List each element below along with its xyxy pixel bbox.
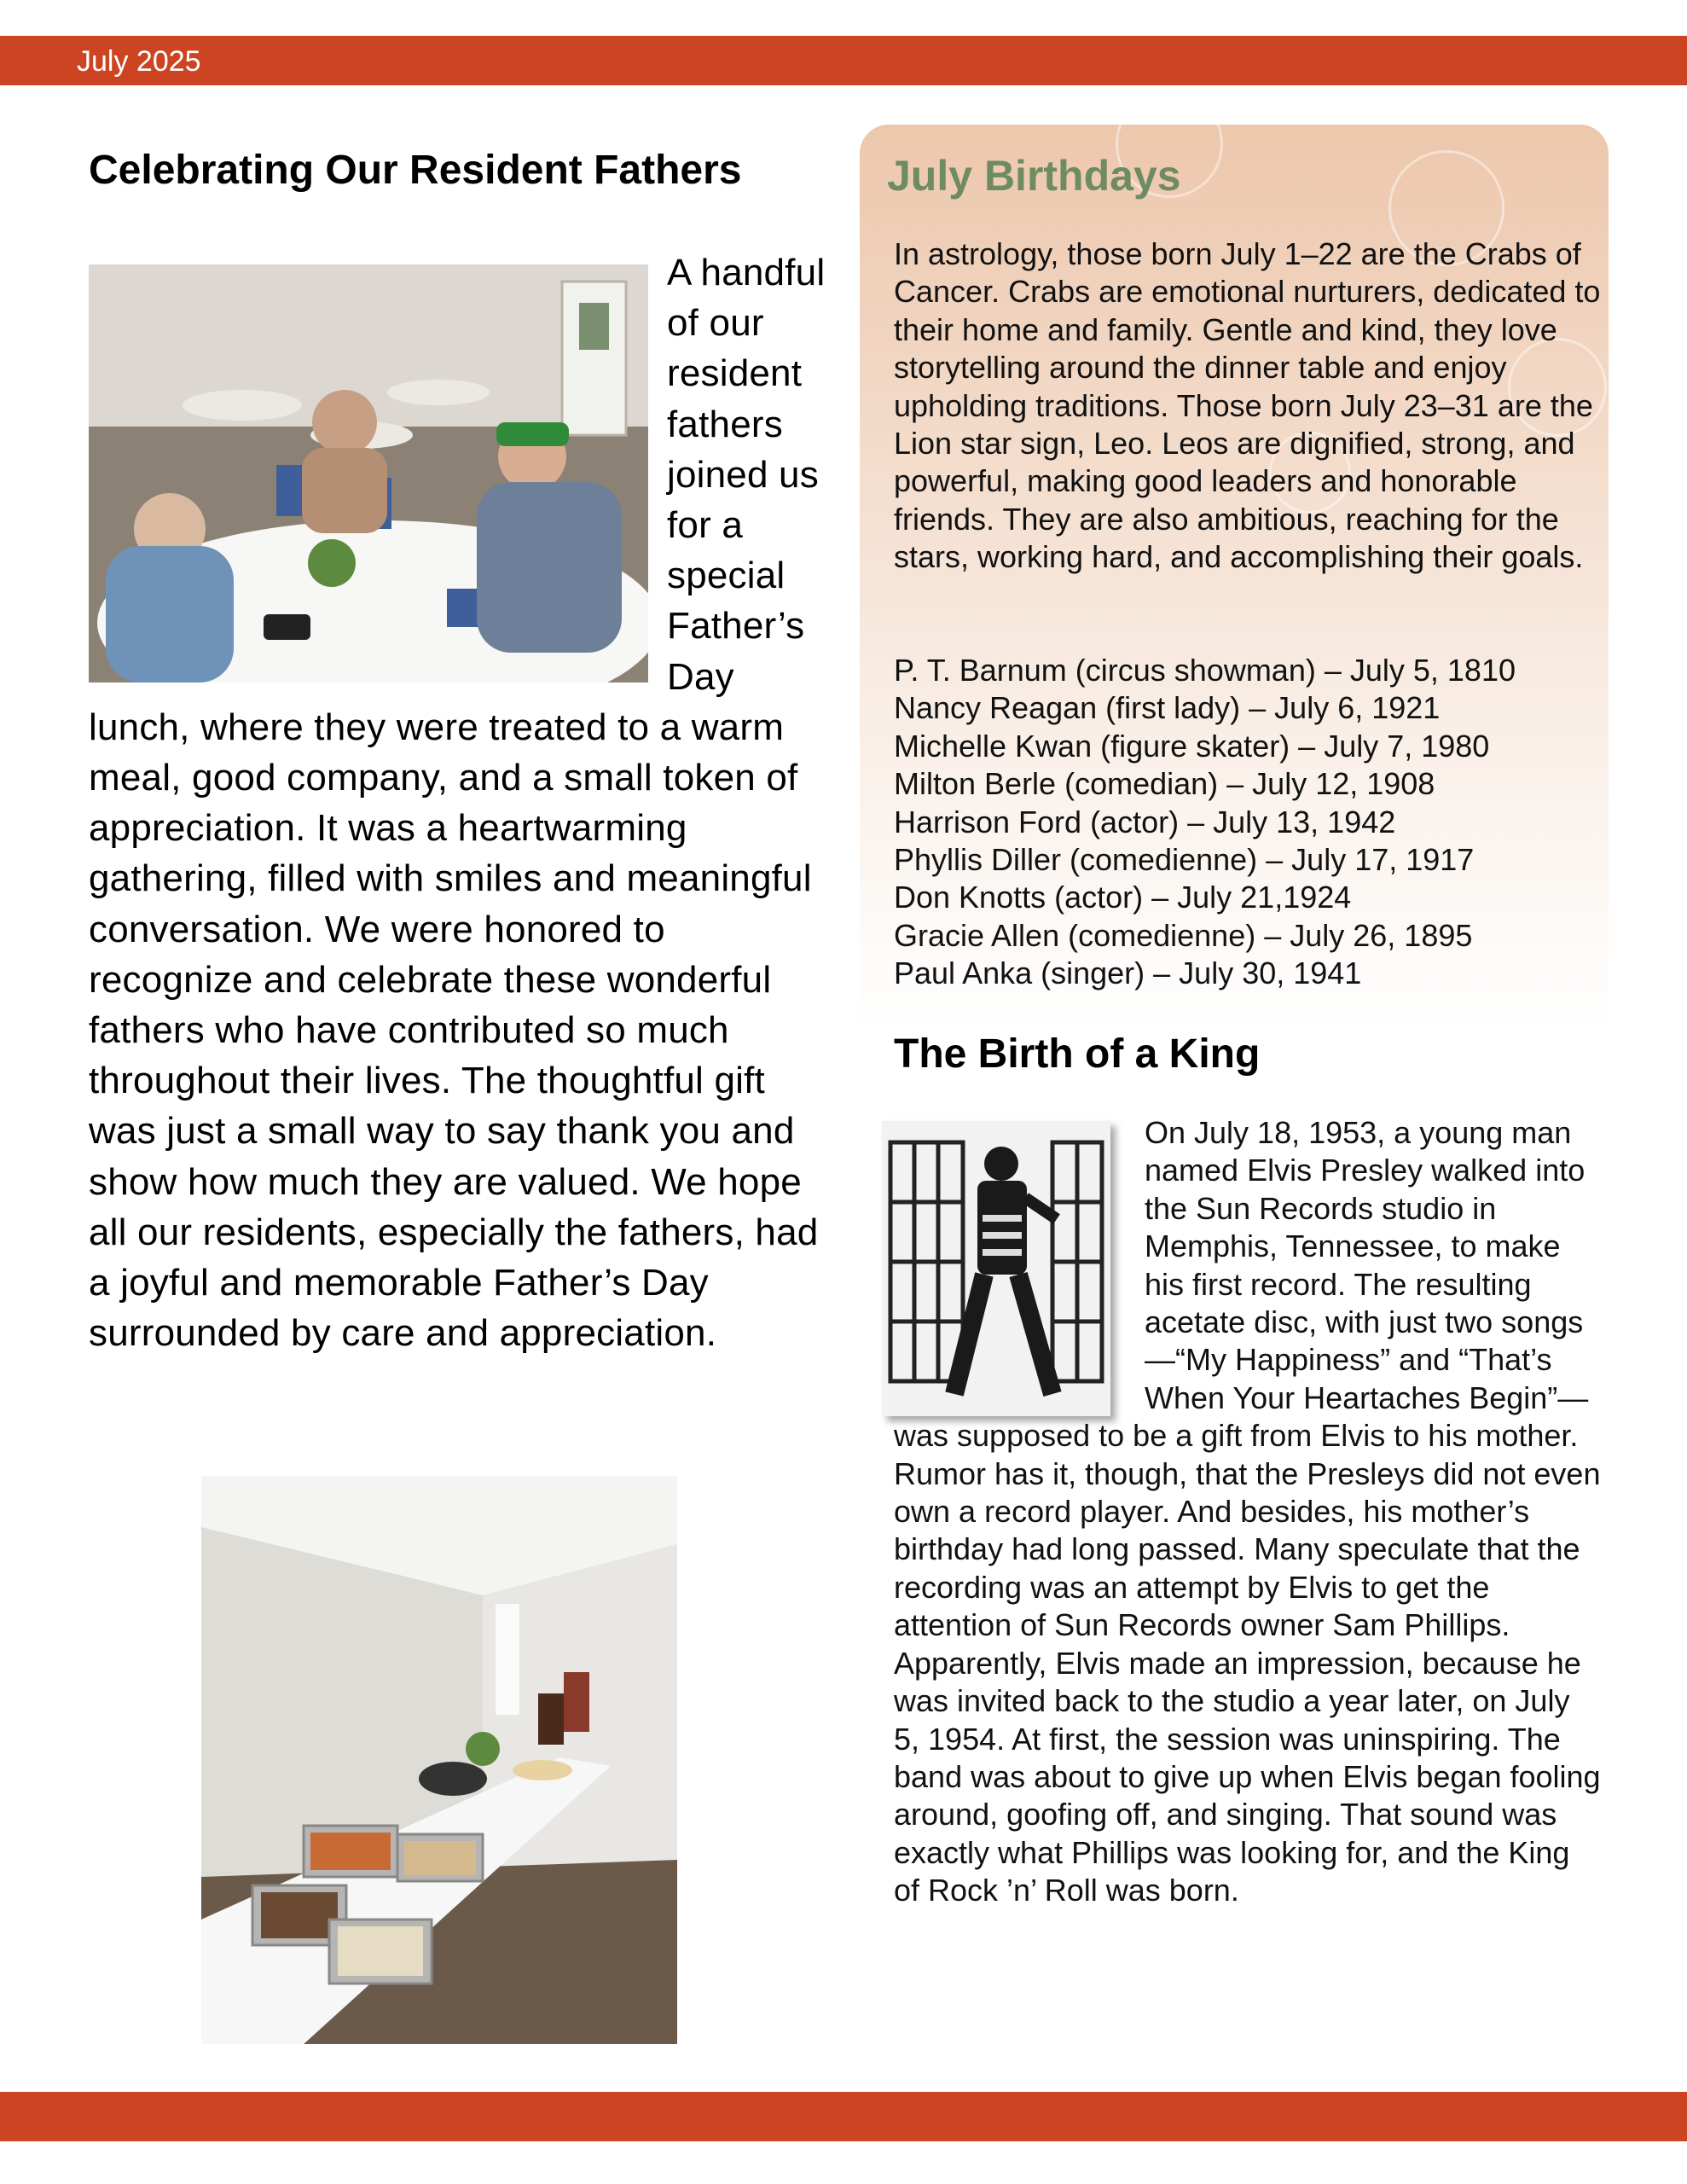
king-article [894,1114,1602,1910]
birthdays-title: July Birthdays [887,152,1181,200]
birthday-item: Don Knotts (actor) – July 21,1924 [894,880,1352,915]
buffet-photo [201,1476,677,2044]
fathers-lunch-illustration [89,264,648,682]
king-body: On July 18, 1953, a young man named Elvis Presley walked into the Sun Records studio in Memphis, Tennessee, to make his first record. The resulting acetate disc, with just two songs—“My Happiness” and “That’s When Your Heartaches Begin”—was supposed to be a gift from Elvis to his mother. Rumor has it, though, that the Presleys did not even own a record player. And besides, his mother’s birthday had long passed. Many speculate that the recording was an attempt by Elvis to get the attention of Sun Records owner Sam Phillips. Apparently, Elvis made an impression, because he was invited back to the studio a year later, on July 5, 1954. At first, the session was uninspiring. The band was about to give up when Elvis began fooling around, goofing off, and singing. That sound was exactly what Phillips was looking for, and the King of Rock ’n’ Roll was born. [894,1115,1601,1908]
king-title: The Birth of a King [894,1031,1261,1077]
birthdays-intro: In astrology, those born July 1–22 are the Crabs of Cancer. Crabs are emotional nurturers, dedicated to their home and family. Gentle and kind, they love storytelling around the dinner table and enjoy upholding traditions. Those born July 23–31 are the Lion star sign, Leo. Leos are dignified, strong, and powerful, making good leaders and honorable friends. They are also ambitious, reaching for the stars, working hard, and accomplishing their goals. [894,236,1601,575]
fathers-article [89,145,839,1355]
birthday-item: Nancy Reagan (first lady) – July 6, 1921 [894,690,1441,726]
elvis-photo [882,1121,1110,1416]
birthday-item: Harrison Ford (actor) – July 13, 1942 [894,804,1396,839]
birthday-list [894,652,1602,993]
elvis-illustration [882,1121,1110,1416]
issue-date: July 2025 [77,45,201,78]
fathers-body-wrap [89,247,839,1358]
birthday-item: Paul Anka (singer) – July 30, 1941 [894,956,1362,991]
footer-bar [0,2092,1687,2141]
birthday-item: P. T. Barnum (circus showman) – July 5, 1810 [894,653,1516,688]
fathers-title: Celebrating Our Resident Fathers [89,148,742,193]
header-bar [0,36,1687,85]
fathers-body: A handful of our resident fathers joined us for a special Father’s Day lunch, where they were treated to a warm meal, good company, and a small token of appreciation. It was a heartwarming gathering, filled with smiles and meaningful conversation. We were honored to recognize and celebrate these wonderful fathers who have contributed so much throughout their lives. The thoughtful gift was just a small way to say thank you and show how much they are valued. We hope all our residents, especially the fathers, had a joyful and memorable Father’s Day surrounded by care and appreciation. [89,252,826,1355]
buffet-illustration [201,1476,677,2044]
birthday-item: Gracie Allen (comedienne) – July 26, 1895 [894,917,1473,953]
birthday-item: Phyllis Diller (comedienne) – July 17, 1917 [894,842,1475,878]
birthday-item: Milton Berle (comedian) – July 12, 1908 [894,766,1435,802]
fathers-lunch-photo [89,264,648,682]
birthday-item: Michelle Kwan (figure skater) – July 7, 1980 [894,728,1490,764]
